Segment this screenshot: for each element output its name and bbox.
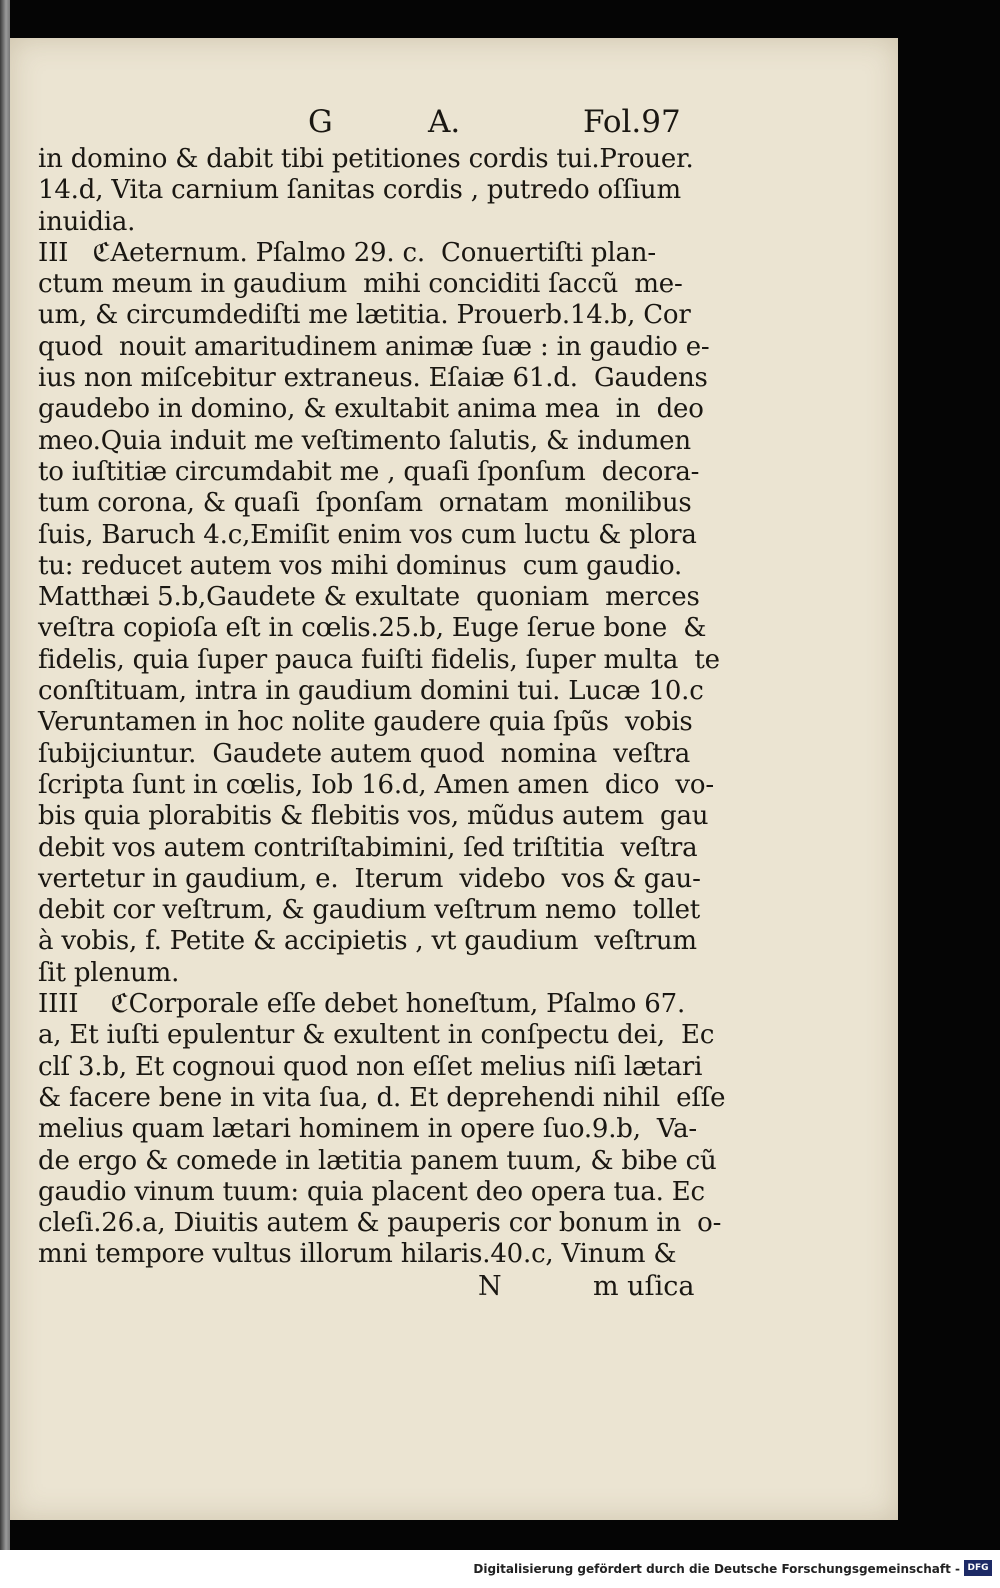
text-line: IIII ℭCorporale eſſe debet honeſtum, Pſalmo 67.: [38, 989, 686, 1020]
text-line: conſtituam, intra in gaudium domini tui. Lucæ 10.c: [38, 676, 704, 707]
text-body: [38, 144, 726, 1271]
running-head: [38, 104, 708, 144]
text-line: ſubijciuntur. Gaudete autem quod nomina veſtra: [38, 738, 691, 769]
text-line: bis quia plorabitis & flebitis vos, mũdus autem gau: [38, 801, 709, 832]
text-line: ctum meum in gaudium mihi conciditi ſaccũ me-: [38, 269, 683, 300]
text-line: a, Et iuſti epulentur & exultent in conſpectu dei, Ec: [38, 1020, 715, 1051]
text-line: gaudio vinum tuum: quia placent deo opera tua. Ec: [38, 1176, 705, 1207]
funding-notice: Digitalisierung gefördert durch die Deutsche Forschungsgemeinschaft -: [473, 1562, 960, 1576]
text-line: debit cor veſtrum, & gaudium veſtrum nemo tollet: [38, 895, 701, 926]
text-line: quod nouit amaritudinem animæ ſuæ : in gaudio e-: [38, 331, 710, 362]
catchline: [38, 1271, 708, 1305]
book-page: [10, 38, 898, 1520]
text-line: ſcripta ſunt in cœlis, Iob 16.d, Amen amen dico vo-: [38, 769, 714, 800]
text-line: meo.Quia induit me veſtimento ſalutis, & indumen: [38, 425, 691, 456]
text-line: um, & circumdediſti me lætitia. Prouerb.14.b, Cor: [38, 300, 691, 331]
text-line: ius non miſcebitur extraneus. Eſaiæ 61.d. Gaudens: [38, 363, 708, 394]
text-line: ſuis, Baruch 4.c,Emiſit enim vos cum luctu & plora: [38, 519, 697, 550]
text-line: tum corona, & quaſi ſponſam ornatam monilibus: [38, 488, 692, 519]
text-line: III ℭAeternum. Pſalmo 29. c. Conuertiſti plan-: [38, 237, 656, 268]
text-line: tu: reducet autem vos mihi dominus cum gaudio.: [38, 550, 683, 581]
catchword: m uſica: [593, 1270, 695, 1302]
text-line: 14.d, Vita carnium ſanitas cordis , putredo oſſium: [38, 175, 681, 206]
book-edge: [0, 0, 10, 1550]
running-head-letter: A.: [428, 104, 461, 140]
footer-bar: [0, 1550, 1000, 1588]
text-line: mni tempore vultus illorum hilaris.40.c, Vinum &: [38, 1239, 677, 1270]
text-line: ſit plenum.: [38, 957, 180, 988]
text-line: gaudebo in domino, & exultabit anima mea in deo: [38, 394, 704, 425]
running-head-signature: G: [308, 104, 333, 140]
text-line: fidelis, quia ſuper pauca fuiſti fidelis, ſuper multa te: [38, 644, 720, 675]
text-line: de ergo & comede in lætitia panem tuum, & bibe cũ: [38, 1145, 717, 1176]
text-line: melius quam lætari hominem in opere ſuo.9.b, Va-: [38, 1114, 698, 1145]
text-line: & facere bene in vita ſua, d. Et deprehendi nihil eſſe: [38, 1082, 726, 1113]
text-line: in domino & dabit tibi petitiones cordis tui.Prouer.: [38, 144, 694, 174]
folio-number: Fol.97: [583, 104, 681, 140]
dfg-logo: DFG: [964, 1560, 992, 1576]
text-line: inuidia.: [38, 206, 136, 237]
text-line: clſ 3.b, Et cognoui quod non eſſet melius niſi lætari: [38, 1051, 703, 1082]
text-line: veſtra copioſa eſt in cœlis.25.b, Euge ſerue bone &: [38, 613, 707, 644]
text-line: cleſi.26.a, Diuitis autem & pauperis cor bonum in o-: [38, 1208, 722, 1239]
text-line: Matthæi 5.b,Gaudete & exultate quoniam merces: [38, 582, 700, 613]
text-line: Veruntamen in hoc nolite gaudere quia ſpũs vobis: [38, 707, 693, 738]
text-line: vertetur in gaudium, e. Iterum videbo vos & gau-: [38, 863, 701, 894]
page-content: [38, 104, 726, 1305]
text-line: to iuſtitiæ circumdabit me , quaſi ſponſum decora-: [38, 456, 700, 487]
signature-mark: N: [478, 1270, 502, 1302]
text-line: debit vos autem contriſtabimini, ſed triſtitia veſtra: [38, 832, 698, 863]
text-line: à vobis, f. Petite & accipietis , vt gaudium veſtrum: [38, 926, 697, 957]
